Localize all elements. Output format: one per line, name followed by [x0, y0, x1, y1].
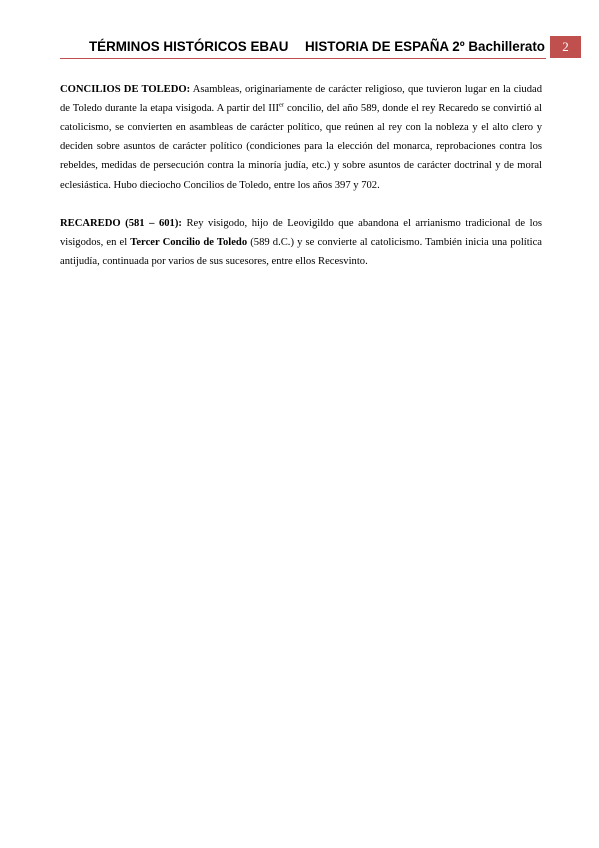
ordinal-superscript: er [279, 101, 285, 109]
page-number: 2 [550, 36, 581, 58]
entry-text: Rey visigodo, hijo de Leovigildo que abandona el arrianismo tradicional de los visigodos, en el [60, 217, 543, 248]
header-rule [60, 58, 546, 59]
glossary-entry-concilios [60, 80, 542, 195]
glossary-entry-recaredo [60, 214, 542, 272]
entry-text: Asambleas, originariamente de carácter religioso, que tuvieron lugar en la ciudad de Toledo durante la etapa visigoda. A partir del III [60, 83, 542, 114]
entry-term: CONCILIOS DE TOLEDO: [60, 83, 191, 95]
entry-term: RECAREDO (581 – 601): [60, 217, 182, 229]
entry-text-continued: (589 d.C.) y se convierte al catolicismo. También inicia una política antijudía, continuada por varios de sus sucesores, entre ellos Recesvinto. [60, 236, 542, 267]
entry-bold-phrase: Tercer Concilio de Toledo [130, 236, 248, 248]
header-right-title: HISTORIA DE ESPAÑA 2º Bachillerato [304, 39, 545, 54]
header-left-title: TÉRMINOS HISTÓRICOS EBAU [89, 39, 289, 54]
page-header [60, 36, 544, 58]
entry-text-continued: concilio, del año 589, donde el rey Recaredo se convirtió al catolicismo, se convierten en asambleas de carácter político, que reúnen al rey con la nobleza y el alto clero y deciden sobre asuntos de carácter político (condiciones para la elección del monarca, reprobaciones contra los rebeldes, medidas de persecución contra la minoría judía, etc.) y sobre asuntos de carácter doctrinal y de moral eclesiástica. Hubo dieciocho Concilios de Toledo, entre los años 397 y 702. [60, 102, 542, 191]
